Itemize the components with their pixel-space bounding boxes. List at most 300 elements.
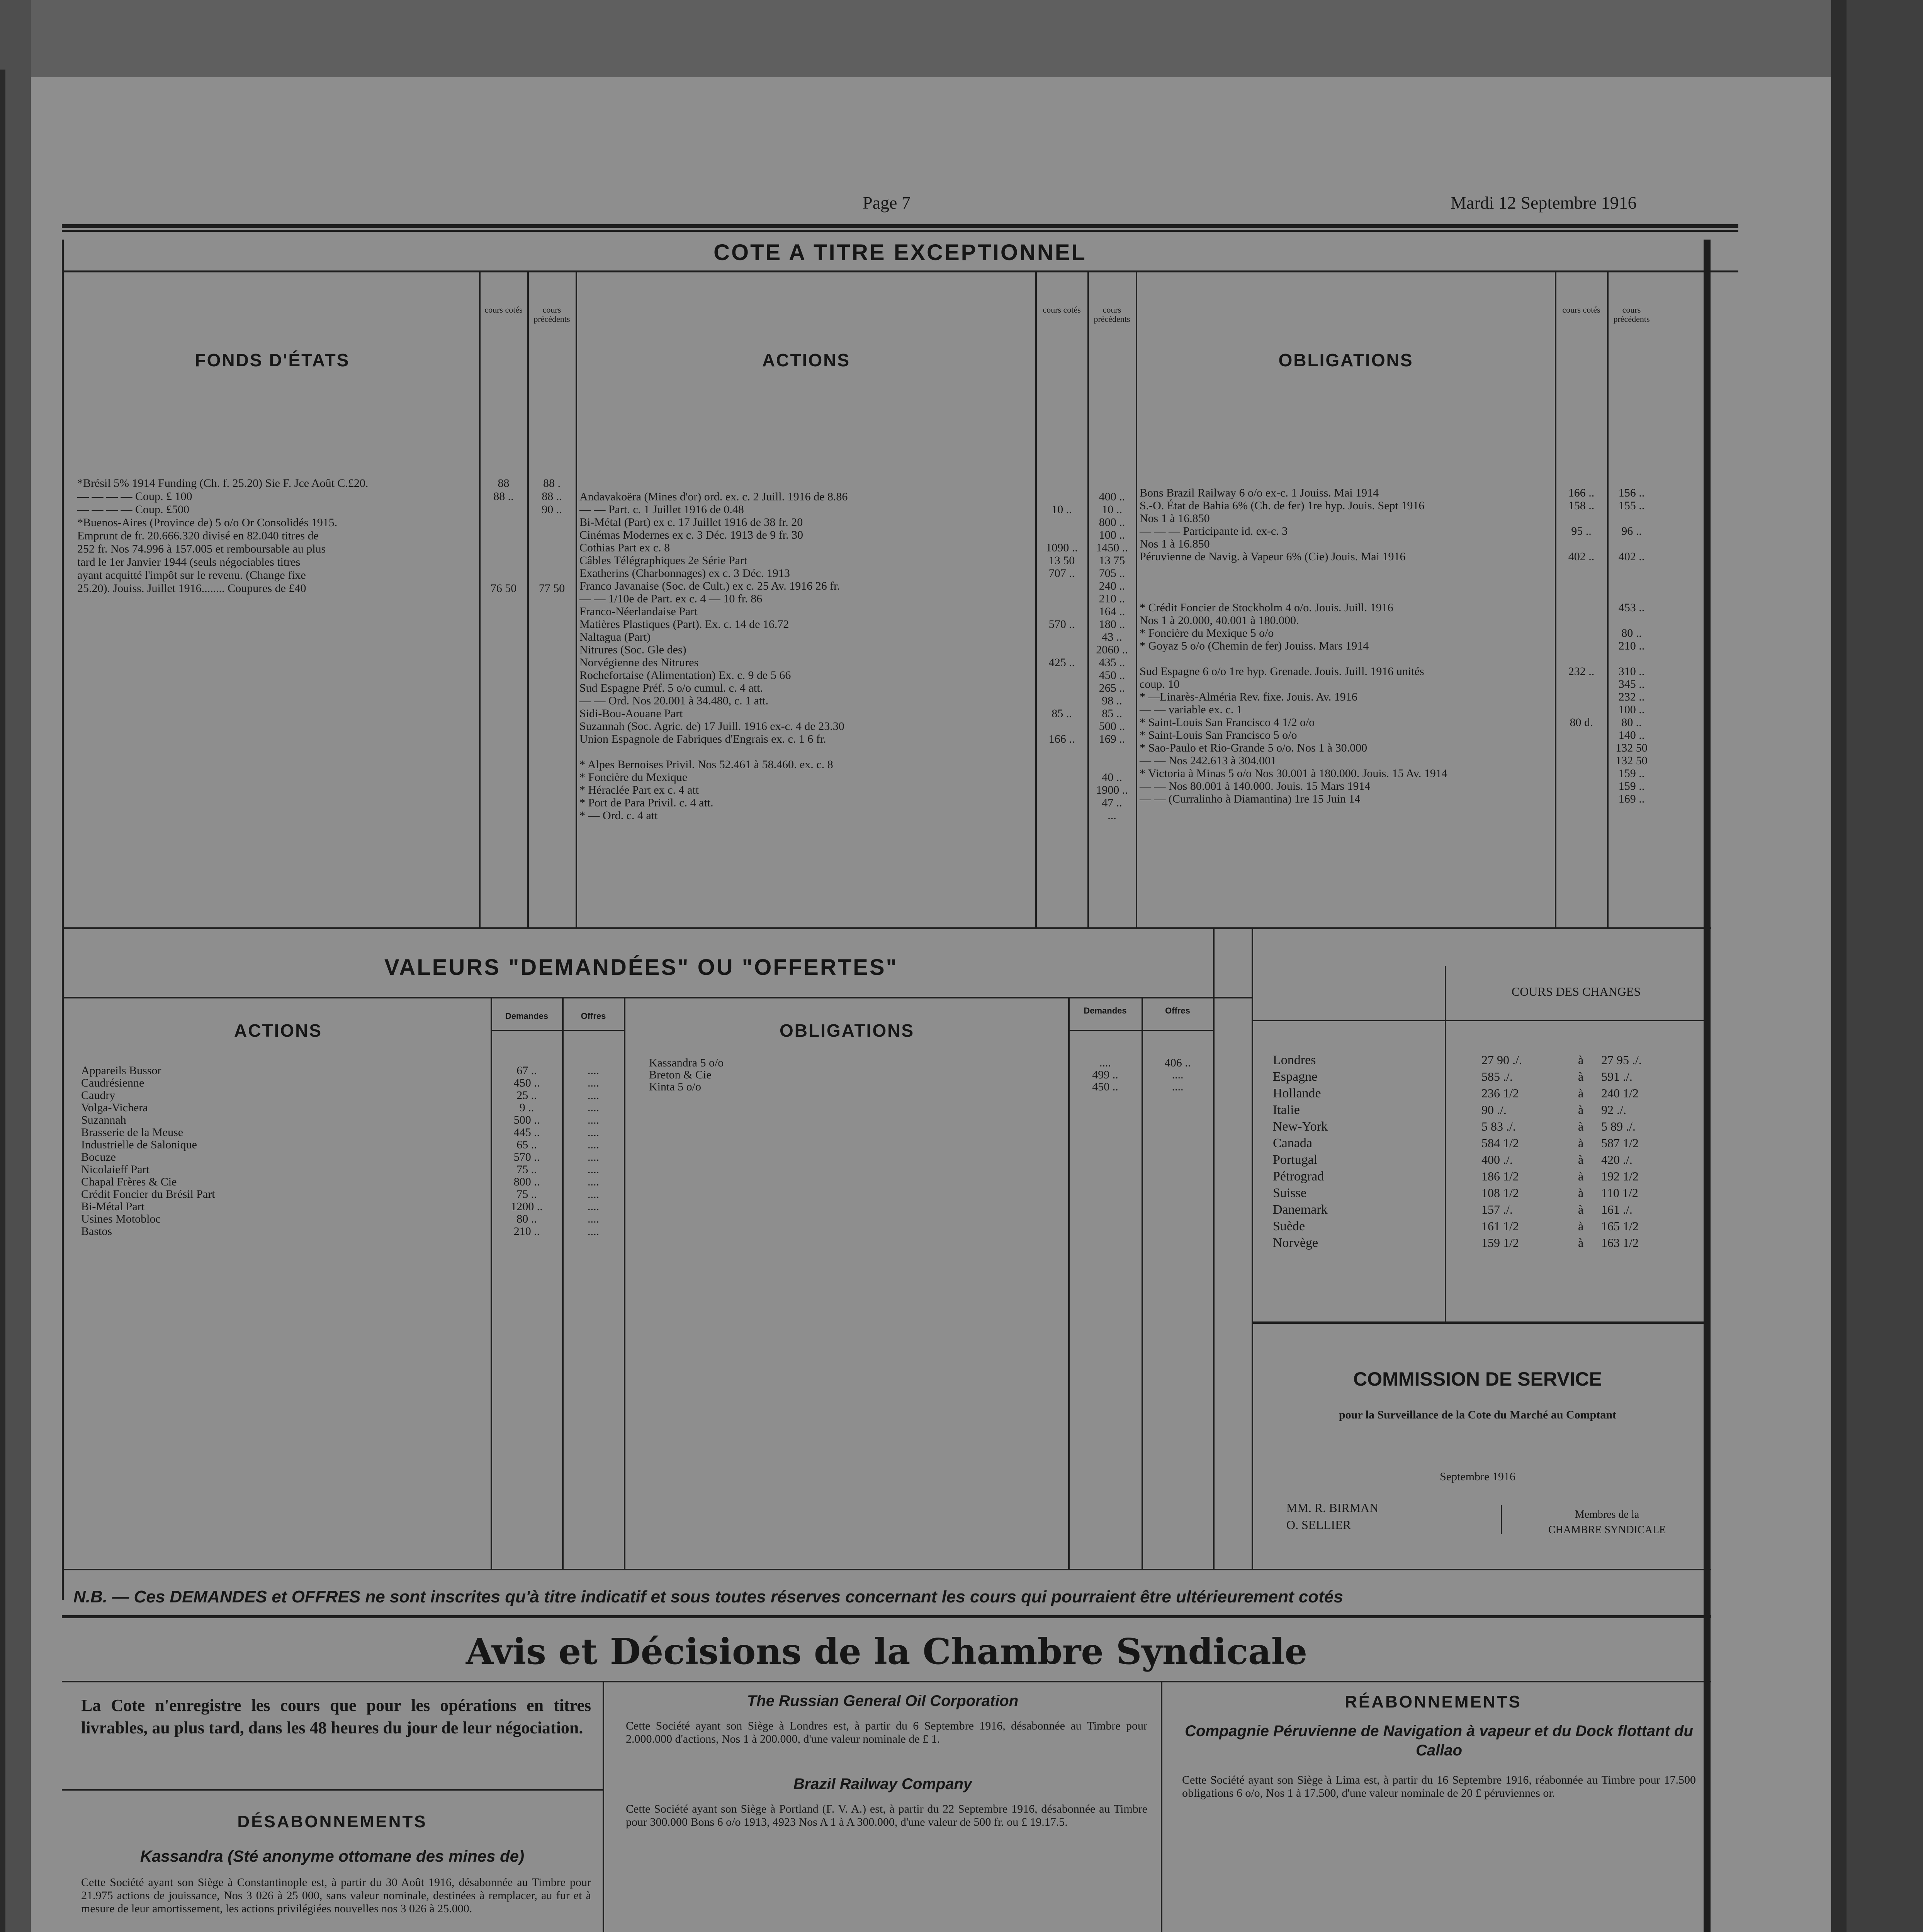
cote-row-cours: 1090 ..: [1046, 541, 1078, 554]
cote-row: [1140, 639, 1645, 653]
cote-row: [1140, 690, 1645, 704]
fonds-title: FONDS D'ÉTATS: [195, 350, 350, 370]
valeur-row-off: ....: [588, 1225, 599, 1238]
avis-title: Avis et Décisions de la Chambre Syndicale: [465, 1631, 1308, 1672]
scan-left-margin: [0, 0, 31, 1932]
cote-row: [1140, 767, 1645, 780]
fonds-list: [77, 477, 565, 595]
change-row: [1273, 1202, 1698, 1219]
brazil-title: Brazil Railway Company: [793, 1776, 972, 1793]
cote-row-label: — — variable ex. c. 1: [1140, 703, 1242, 716]
cote-row-label: * Foncière du Mexique 5 o/o: [1140, 627, 1274, 639]
cote-row: [579, 771, 1122, 784]
valeur-row-dem: 500 ..: [513, 1114, 540, 1126]
cote-row: [579, 796, 1122, 810]
val-actions-dem-head: Demandes: [505, 1011, 549, 1021]
valeur-row: [81, 1176, 622, 1188]
valeur-row-off: ....: [588, 1200, 599, 1213]
change-place: Espagne: [1273, 1070, 1318, 1084]
change-low: 584 1/2: [1481, 1136, 1519, 1150]
cote-row: [579, 554, 1125, 567]
cote-row-prec: 90 ..: [542, 503, 562, 516]
valeur-row-label: Bocuze: [81, 1151, 116, 1163]
cote-row: [579, 541, 1128, 554]
cote-row-prec: 96 ..: [1621, 525, 1642, 537]
change-row: [1273, 1136, 1698, 1153]
valeur-row-off: ....: [588, 1138, 599, 1151]
valeur-row-label: Volga-Vichera: [81, 1101, 148, 1114]
valeur-row: [81, 1225, 622, 1238]
change-high: 192 1/2: [1601, 1169, 1639, 1183]
scan-right-margin: [1831, 0, 1923, 1932]
cote-row-label: Cothias Part ex c. 8: [579, 541, 670, 554]
cote-row: [1140, 716, 1642, 729]
valeur-row-label: Crédit Foncier du Brésil Part: [81, 1188, 215, 1201]
valeur-row-label: Caudry: [81, 1089, 116, 1102]
desab-company: Kassandra (Sté anonyme ottomane des mines de): [140, 1847, 525, 1865]
cote-row: [579, 759, 1035, 771]
cote-row-label: 252 fr. Nos 74.996 à 157.005 et remboursable au plus: [77, 543, 326, 555]
change-sep: à: [1578, 1136, 1584, 1150]
cote-row-label: * Foncière du Mexique: [579, 771, 688, 784]
change-row: [1273, 1053, 1698, 1070]
cote-row-prec: 400 ..: [1099, 490, 1125, 503]
cote-oblig-list: [1140, 486, 1648, 806]
cote-actions-title: ACTIONS: [762, 350, 850, 370]
valeur-row: [81, 1213, 622, 1225]
val-oblig-dem-head: Demandes: [1084, 1006, 1127, 1015]
valeur-row-off: ....: [588, 1188, 599, 1201]
change-sep: à: [1578, 1119, 1584, 1133]
cote-row-prec: 80 ..: [1621, 627, 1642, 639]
cote-row-label: *Buenos-Aires (Province de) 5 o/o Or Consolidés 1915.: [77, 516, 338, 529]
cote-row-label: — — Nos 242.613 à 304.001: [1140, 754, 1277, 767]
cote-row-label: ayant acquitté l'impôt sur le revenu. (Change fixe: [77, 569, 306, 582]
cote-row-label: * Sao-Paulo et Rio-Grande 5 o/o. Nos 1 à 30.000: [1140, 742, 1368, 754]
change-sep: à: [1578, 1070, 1584, 1083]
cote-row-cours: 425 ..: [1048, 656, 1075, 669]
cote-row: [77, 543, 479, 556]
change-low: 400 ./.: [1481, 1153, 1513, 1167]
change-place: Danemark: [1273, 1202, 1328, 1217]
cote-row-label: — — — — Coup. £500: [77, 503, 190, 516]
cote-row-prec: 169 ..: [1099, 733, 1125, 745]
cote-row-label: Cinémas Modernes ex c. 3 Déc. 1913 de 9 fr. 30: [579, 529, 804, 541]
commission-brace: [1501, 1505, 1505, 1534]
cote-row: [1140, 614, 1555, 627]
cote-row-prec: 88 ..: [542, 490, 562, 503]
cote-row-label: Nos 1 à 20.000, 40.001 à 180.000.: [1140, 614, 1299, 627]
cote-row: [77, 569, 479, 582]
change-high: 163 1/2: [1601, 1236, 1639, 1250]
change-low: 159 1/2: [1481, 1236, 1519, 1250]
actions-cours-head: cours cotés: [1043, 305, 1081, 315]
fonds-cours-head: cours cotés: [484, 305, 523, 315]
commission-date: Septembre 1916: [1440, 1470, 1515, 1483]
change-place: Londres: [1273, 1053, 1316, 1067]
change-place: Norvège: [1273, 1236, 1318, 1250]
valeur-row-off: ....: [588, 1175, 599, 1188]
change-high: 420 ./.: [1601, 1153, 1633, 1167]
reab-text: Cette Société ayant son Siège à Lima est, à partir du 16 Septembre 1916, réabonnée au Timbre pour 17.500 obligations 6 o/o, Nos 1 à 17.500, d'une valeur nominale de 20 £ péruviennes or.: [1182, 1774, 1696, 1799]
cote-row: [77, 530, 479, 543]
cote-row: [579, 682, 1125, 695]
change-sep: à: [1578, 1153, 1584, 1167]
cote-row-label: *Brésil 5% 1914 Funding (Ch. f. 25.20) Sie F. Jce Août C.£20.: [77, 477, 369, 490]
valeur-row-off: ....: [588, 1114, 599, 1126]
cote-row-cours: 707 ..: [1048, 567, 1075, 580]
change-row: [1273, 1186, 1698, 1202]
cote-row-cours: 13 50: [1048, 554, 1075, 567]
changes-title: COURS DES CHANGES: [1511, 985, 1641, 998]
valeur-row-label: Usines Motobloc: [81, 1213, 161, 1225]
cote-row-prec: 98 ..: [1102, 694, 1122, 707]
desab-text: Cette Société ayant son Siège à Constantinople est, à partir du 30 Août 1916, désabonnée au Timbre pour 21.975 actions de jouissance, Nos 3 026 à 25 000, sans valeur nominale, destinées à remplacer, au fur et à mesure de leur amortissement, les actions privilégiées nouvelles nos 3 026 à 25.000.: [81, 1876, 591, 1915]
cote-row: [1140, 729, 1645, 742]
valeur-row-dem: 450 ..: [513, 1077, 540, 1089]
val-oblig-title: OBLIGATIONS: [779, 1020, 915, 1041]
valeur-row: [81, 1151, 622, 1163]
valeur-row: [81, 1065, 622, 1077]
cote-oblig-title: OBLIGATIONS: [1278, 350, 1413, 370]
cote-row-prec: 159 ..: [1618, 767, 1645, 780]
cote-row-prec: 159 ..: [1618, 780, 1645, 793]
change-sep: à: [1578, 1219, 1584, 1233]
change-place: Hollande: [1273, 1086, 1321, 1100]
cote-row-label: Nitrures (Soc. Gle des): [579, 643, 686, 656]
cote-row-prec: 402 ..: [1618, 550, 1645, 563]
cote-row: [77, 582, 565, 595]
change-row: [1273, 1070, 1698, 1086]
cote-row-prec: 43 ..: [1102, 631, 1122, 643]
change-sep: à: [1578, 1053, 1584, 1067]
cote-row: [579, 490, 1125, 503]
cote-row: [1140, 742, 1648, 755]
valeur-row-dem: 75 ..: [516, 1163, 537, 1176]
cote-row-label: Union Espagnole de Fabriques d'Engrais ex. c. 1 6 fr.: [579, 733, 826, 745]
cote-row: [77, 503, 562, 517]
change-row: [1273, 1103, 1698, 1119]
cote-row-cours: 80 d.: [1570, 716, 1593, 729]
change-place: Italie: [1273, 1103, 1300, 1117]
valeur-row-label: Appareils Bussor: [81, 1064, 161, 1077]
cote-row-label: Rochefortaise (Alimentation) Ex. c. 9 de 5 66: [579, 669, 791, 682]
cote-row-prec: 453 ..: [1618, 601, 1645, 614]
valeur-row-label: Industrielle de Salonique: [81, 1138, 197, 1151]
valeur-row: [81, 1077, 622, 1089]
cote-row: [1140, 589, 1555, 602]
cote-row-label: Nos 1 à 16.850: [1140, 537, 1210, 550]
valeur-row-dem: 210 ..: [513, 1225, 540, 1238]
cote-row-label: Suzannah (Soc. Agric. de) 17 Juill. 1916 ex-c. 4 de 23.30: [579, 720, 844, 733]
change-low: 27 90 ./.: [1481, 1053, 1522, 1067]
cote-row: [1140, 538, 1555, 551]
valeur-row: [81, 1139, 622, 1151]
avis-intro: La Cote n'enregistre les cours que pour les opérations en titres livrables, au plus tard, dans les 48 heures du jour de leur négociation.: [81, 1696, 591, 1737]
page-number: Page 7: [863, 193, 911, 213]
change-high: 27 95 ./.: [1601, 1053, 1642, 1067]
cote-row-cours: 76 50: [490, 582, 517, 595]
cote-row-cours: 402 ..: [1568, 550, 1595, 563]
cote-row-label: — — (Curralinho à Diamantina) 1re 15 Juin 14: [1140, 793, 1361, 805]
cote-row: [1140, 512, 1555, 525]
cote-row-label: * Alpes Bernoises Privil. Nos 52.461 à 58.460. ex. c. 8: [579, 758, 833, 771]
cote-row-label: Bons Brazil Railway 6 o/o ex-c. 1 Jouiss. Mai 1914: [1140, 486, 1379, 499]
oblig-cours-head: cours cotés: [1562, 305, 1600, 315]
cote-row-label: * Victoria à Minas 5 o/o Nos 30.001 à 180.000. Jouis. 15 Av. 1914: [1140, 767, 1447, 780]
cote-title: COTE A TITRE EXCEPTIONNEL: [713, 240, 1087, 265]
change-sep: à: [1578, 1086, 1584, 1100]
reab-company: Compagnie Péruvienne de Navigation à vapeur et du Dock flottant du Callao: [1185, 1723, 1693, 1759]
cote-row: [1140, 780, 1645, 793]
cote-row: [77, 490, 562, 503]
cote-row: [77, 556, 479, 569]
change-low: 186 1/2: [1481, 1169, 1519, 1183]
cote-row-prec: 164 ..: [1099, 605, 1125, 618]
valeur-row-off: ....: [588, 1064, 599, 1077]
change-high: 165 1/2: [1601, 1219, 1639, 1233]
cote-row-label: coup. 10: [1140, 678, 1180, 690]
cote-row: [579, 669, 1125, 682]
cote-row-cours: 166 ..: [1048, 733, 1075, 745]
cote-row: [1140, 627, 1642, 640]
cote-row-prec: 210 ..: [1099, 592, 1125, 605]
cote-row-label: * — Ord. c. 4 att: [579, 809, 658, 822]
cote-row-prec: 345 ..: [1618, 678, 1645, 690]
cote-row-prec: 100 ..: [1618, 703, 1645, 716]
valeur-row: [649, 1069, 1213, 1081]
cote-row: [1140, 550, 1645, 563]
cote-row-prec: 100 ..: [1099, 529, 1125, 541]
cote-row: [579, 618, 1125, 631]
valeur-row-dem: 67 ..: [516, 1064, 537, 1077]
cote-row: [1140, 703, 1645, 716]
valeur-row: [81, 1188, 622, 1201]
valeur-row: [81, 1102, 622, 1114]
val-actions-title: ACTIONS: [234, 1020, 322, 1041]
valeur-row-off: ....: [588, 1089, 599, 1102]
cote-row-label: 25.20). Jouiss. Juillet 1916........ Coupures de £40: [77, 582, 306, 595]
cote-row-prec: 13 75: [1099, 554, 1125, 567]
cote-row-prec: 180 ..: [1099, 618, 1125, 631]
cote-row-prec: 2060 ..: [1096, 643, 1128, 656]
cote-row-label: * Héraclée Part ex c. 4 att: [579, 784, 699, 796]
change-sep: à: [1578, 1202, 1584, 1216]
change-place: Suisse: [1273, 1186, 1306, 1200]
change-sep: à: [1578, 1236, 1584, 1250]
cote-row-cours: 10 ..: [1052, 503, 1072, 516]
desab-title: DÉSABONNEMENTS: [237, 1812, 427, 1831]
cote-row-prec: 435 ..: [1099, 656, 1125, 669]
change-place: New-York: [1273, 1119, 1328, 1134]
cote-row-cours: 232 ..: [1568, 665, 1595, 678]
change-sep: à: [1578, 1103, 1584, 1117]
cote-row: [1140, 499, 1645, 512]
cote-row-label: — — — — Coup. £ 100: [77, 490, 192, 503]
valeur-row-label: Kassandra 5 o/o: [649, 1056, 724, 1069]
valeur-row-off: 406 ..: [1164, 1056, 1191, 1069]
cote-row-prec: 156 ..: [1618, 486, 1645, 499]
oblig-prec-head: cours précédents: [1613, 305, 1650, 324]
valeur-row-dem: 65 ..: [516, 1138, 537, 1151]
cote-row: [579, 567, 1125, 580]
valeur-row-dem: 1200 ..: [511, 1200, 543, 1213]
cote-row: [1140, 525, 1642, 538]
nb-note: N.B. — Ces DEMANDES et OFFRES ne sont inscrites qu'à titre indicatif et sous toutes réserves concernant les cours qui pourraient être ultérieurement cotés: [73, 1587, 1343, 1606]
valeur-row: [81, 1126, 622, 1139]
valeur-row: [649, 1057, 1213, 1069]
change-low: 161 1/2: [1481, 1219, 1519, 1233]
change-place: Portugal: [1273, 1153, 1318, 1167]
cote-row-label: Matières Plastiques (Part). Ex. c. 14 de 16.72: [579, 618, 789, 631]
valeurs-title: VALEURS "DEMANDÉES" OU "OFFERTES": [384, 955, 899, 980]
cote-row-prec: 80 ..: [1621, 716, 1642, 729]
valeur-row: [81, 1163, 622, 1176]
valeur-row-off: ....: [588, 1101, 599, 1114]
cote-row-label: Sidi-Bou-Aouane Part: [579, 707, 683, 720]
fonds-prec-head: cours précédents: [533, 305, 570, 324]
cote-row-label: Câbles Télégraphiques 2e Série Part: [579, 554, 747, 567]
val-actions-off-head: Offres: [581, 1011, 606, 1021]
valeur-row-dem: 75 ..: [516, 1188, 537, 1201]
reab-title: RÉABONNEMENTS: [1345, 1692, 1522, 1711]
cote-row: [579, 605, 1125, 618]
cote-row-prec: 450 ..: [1099, 669, 1125, 682]
valeur-row-off: ....: [588, 1126, 599, 1139]
cote-row-label: Norvégienne des Nitrures: [579, 656, 699, 669]
valeur-row-dem: 25 ..: [516, 1089, 537, 1102]
change-high: 587 1/2: [1601, 1136, 1639, 1150]
cote-row-label: * Saint-Louis San Francisco 4 1/2 o/o: [1140, 716, 1315, 729]
cote-actions-list: [579, 490, 1128, 822]
cote-row: [579, 784, 1128, 797]
valeur-row-label: Bastos: [81, 1225, 112, 1238]
change-row: [1273, 1119, 1698, 1136]
cote-row: [579, 631, 1122, 644]
russian-text: Cette Société ayant son Siège à Londres est, à partir du 6 Septembre 1916, désabonnée au Timbre pour 2.000.000 d'actions, Nos 1 à 200.000, d'une valeur nominale de £ 1.: [626, 1719, 1147, 1745]
cote-row-prec: 210 ..: [1618, 639, 1645, 652]
valeur-row-dem: 800 ..: [513, 1175, 540, 1188]
cote-row-label: * Goyaz 5 o/o (Chemin de fer) Jouiss. Mars 1914: [1140, 639, 1369, 652]
change-low: 236 1/2: [1481, 1086, 1519, 1100]
valeur-row-label: Nicolaieff Part: [81, 1163, 149, 1176]
cote-row-label: Bi-Métal (Part) ex c. 17 Juillet 1916 de 38 fr. 20: [579, 516, 803, 529]
cote-row-cours: 88 ..: [493, 490, 514, 503]
cote-row-prec: 1900 ..: [1096, 784, 1128, 796]
change-low: 90 ./.: [1481, 1103, 1507, 1117]
change-high: 110 1/2: [1601, 1186, 1638, 1200]
valeur-row-off: ....: [588, 1077, 599, 1089]
russian-title: The Russian General Oil Corporation: [747, 1692, 1019, 1709]
cote-row: [1140, 486, 1645, 500]
cote-row: [579, 694, 1122, 707]
valeur-row-dem: 499 ..: [1092, 1068, 1118, 1081]
valeur-row-dem: ....: [1099, 1056, 1111, 1069]
change-row: [1273, 1153, 1698, 1169]
cote-row-prec: 800 ..: [1099, 516, 1125, 529]
cote-row: [579, 592, 1125, 605]
change-high: 240 1/2: [1601, 1086, 1639, 1100]
change-row: [1273, 1169, 1698, 1186]
cote-row-prec: 265 ..: [1099, 682, 1125, 694]
val-oblig-off-head: Offres: [1165, 1006, 1190, 1015]
valeur-row-dem: 445 ..: [513, 1126, 540, 1139]
change-row: [1273, 1236, 1698, 1252]
cote-row-label: Emprunt de fr. 20.666.320 divisé en 82.040 titres de: [77, 529, 319, 542]
cote-row-prec: 500 ..: [1099, 720, 1125, 733]
cote-row-label: * Port de Para Privil. c. 4 att.: [579, 796, 713, 809]
valeur-row-dem: 450 ..: [1092, 1080, 1118, 1093]
cote-row-prec: 10 ..: [1102, 503, 1122, 516]
cote-row: [1140, 793, 1645, 806]
cote-row: [579, 516, 1125, 529]
valeur-row-off: ....: [588, 1151, 599, 1163]
valeur-row-label: Suzannah: [81, 1114, 126, 1126]
cote-row-cours: 85 ..: [1052, 707, 1072, 720]
valeur-row-dem: 80 ..: [516, 1213, 537, 1225]
cote-row: [1140, 678, 1645, 691]
cote-row: [579, 529, 1125, 542]
cote-row: [579, 707, 1122, 720]
brazil-text: Cette Société ayant son Siège à Portland (F. V. A.) est, à partir du 22 Septembre 1916, désabonnée au Timbre pour 300.000 Bons 6 o/o 1913, 4923 Nos A 1 à A 300.000, d'une valeur de 500 fr. ou £ 19.17.5.: [626, 1803, 1147, 1828]
cote-row-label: Sud Espagne 6 o/o 1re hyp. Grenade. Jouis. Juill. 1916 unités: [1140, 665, 1424, 678]
cote-row-cours: 158 ..: [1568, 499, 1595, 512]
valeur-row-off: ....: [588, 1163, 599, 1176]
cote-row: [1140, 665, 1645, 678]
valeur-row-off: ....: [1172, 1068, 1184, 1081]
cote-row-prec: 1450 ..: [1096, 541, 1128, 554]
change-high: 5 89 ./.: [1601, 1119, 1636, 1133]
cote-row-label: S.-O. État de Bahia 6% (Ch. de fer) 1re hyp. Jouis. Sept 1916: [1140, 499, 1425, 512]
change-low: 108 1/2: [1481, 1186, 1519, 1200]
cote-row-label: Franco-Néerlandaise Part: [579, 605, 698, 618]
cote-row-prec: ...: [1108, 809, 1116, 822]
change-row: [1273, 1086, 1698, 1103]
valeur-row: [81, 1201, 622, 1213]
commission-subtitle: pour la Surveillance de la Cote du Marché au Comptant: [1339, 1408, 1617, 1421]
cote-row: [1140, 653, 1555, 665]
change-low: 157 ./.: [1481, 1202, 1513, 1216]
cote-row-cours: 166 ..: [1568, 486, 1595, 499]
change-sep: à: [1578, 1186, 1584, 1200]
change-place: Pétrograd: [1273, 1169, 1324, 1184]
cote-row-prec: 132 50: [1616, 754, 1648, 767]
cote-row: [1140, 601, 1645, 614]
valeur-row-dem: 570 ..: [513, 1151, 540, 1163]
change-low: 5 83 ./.: [1481, 1119, 1516, 1133]
cote-row-cours: 88: [498, 477, 510, 490]
cote-row-prec: 310 ..: [1618, 665, 1645, 678]
cote-row-prec: 240 ..: [1099, 580, 1125, 592]
cote-row-label: * Saint-Louis San Francisco 5 o/o: [1140, 729, 1297, 742]
cote-row: [77, 517, 479, 530]
cote-row-label: Exatherins (Charbonnages) ex c. 3 Déc. 1913: [579, 567, 790, 580]
cote-row: [579, 580, 1125, 593]
commission-title: COMMISSION DE SERVICE: [1353, 1368, 1602, 1390]
newspaper-page: [31, 77, 1831, 1932]
cote-row-label: * Crédit Foncier de Stockholm 4 o/o. Jouis. Juill. 1916: [1140, 601, 1393, 614]
cote-row: [579, 503, 1122, 516]
cote-row-prec: 169 ..: [1618, 793, 1645, 805]
change-high: 161 ./.: [1601, 1202, 1633, 1216]
change-place: Canada: [1273, 1136, 1312, 1150]
cote-row-prec: 132 50: [1616, 742, 1648, 754]
cote-row-prec: 155 ..: [1618, 499, 1645, 512]
change-row: [1273, 1219, 1698, 1236]
cote-row-label: Naltagua (Part): [579, 631, 651, 643]
cote-row: [579, 656, 1125, 669]
change-sep: à: [1578, 1169, 1584, 1183]
